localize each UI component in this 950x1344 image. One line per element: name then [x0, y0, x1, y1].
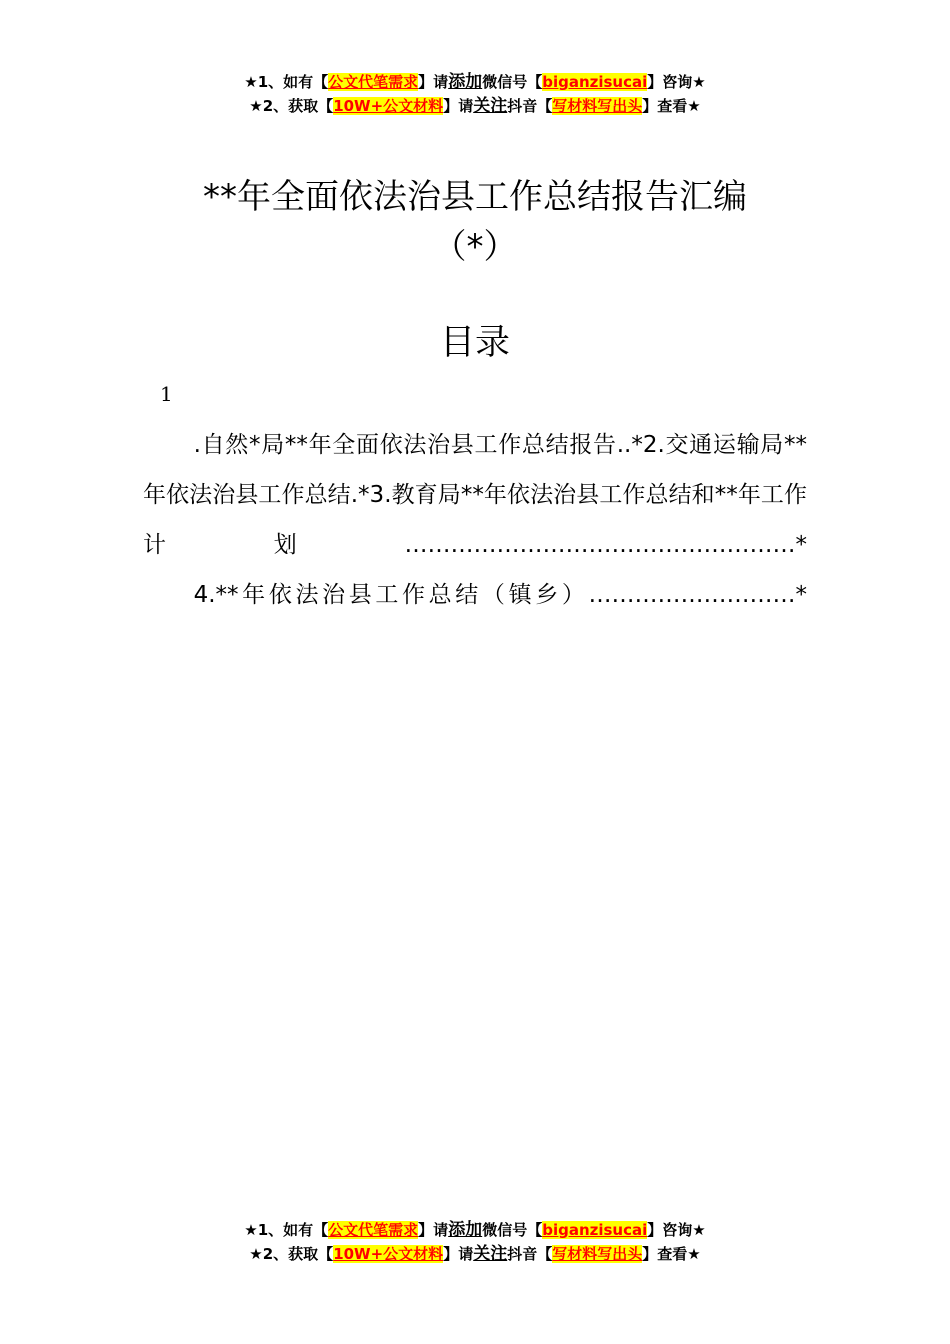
top-banner	[0, 70, 950, 118]
banner-bottom-line1-prefix: ★1、如有【	[244, 1221, 329, 1239]
banner-line1-highlight-wechat: biganzisucai	[542, 73, 648, 91]
banner-bottom-line2-mid2: 抖音【	[507, 1245, 553, 1263]
banner-bottom-line1-mid1: 】请	[418, 1221, 449, 1239]
banner-line1-mid1: 】请	[418, 73, 449, 91]
banner-bottom-line1-emphasis: 添加	[448, 1220, 483, 1240]
banner-bottom-line2-highlight-materials: 10W+公文材料	[333, 1245, 444, 1263]
banner-line1-prefix: ★1、如有【	[244, 73, 329, 91]
banner-bottom-line1-mid2: 微信号【	[482, 1221, 543, 1239]
banner-bottom-line1-highlight-service: 公文代笔需求	[328, 1221, 419, 1239]
banner-line1-emphasis: 添加	[448, 72, 483, 92]
banner-bottom-line2-mid1: 】请	[443, 1245, 474, 1263]
toc-heading: 目录	[439, 323, 510, 363]
banner-bottom-line1-suffix: 】咨询★	[647, 1221, 706, 1239]
banner-bottom-line2-emphasis: 关注	[473, 1244, 508, 1264]
banner-bottom-line2-suffix: 】查看★	[642, 1245, 701, 1263]
banner-line2-highlight-materials: 10W+公文材料	[333, 97, 444, 115]
banner-bottom-line2-prefix: ★2、获取【	[249, 1245, 334, 1263]
banner-bottom-line-2	[0, 1242, 950, 1266]
banner-line-1	[0, 70, 950, 94]
banner-line2-highlight-douyin: 写材料写出头	[552, 97, 643, 115]
banner-line2-mid1: 】请	[443, 97, 474, 115]
banner-bottom-line-1	[0, 1218, 950, 1242]
banner-line2-suffix: 】查看★	[642, 97, 701, 115]
bottom-banner	[0, 1218, 950, 1266]
banner-line1-highlight-service: 公文代笔需求	[328, 73, 419, 91]
document-title	[0, 172, 950, 272]
banner-bottom-line2-highlight-douyin: 写材料写出头	[552, 1245, 643, 1263]
banner-bottom-line1-highlight-wechat: biganzisucai	[542, 1221, 648, 1239]
toc-number: 1	[160, 382, 173, 406]
banner-line2-mid2: 抖音【	[507, 97, 553, 115]
document-title-line1: **年全面依法治县工作总结报告汇编	[203, 177, 747, 217]
toc-paragraph-2: 4.**年依法治县工作总结（镇乡）………………………*	[193, 582, 807, 608]
banner-line1-mid2: 微信号【	[482, 73, 543, 91]
toc-body	[143, 420, 807, 620]
document-title-line2: （*）	[432, 227, 518, 267]
toc-paragraph-1: .自然*局**年全面依法治县工作总结报告..*2.交通运输局**年依法治县工作总结.*3.教育局**年依法治县工作总结和**年工作计划……………………………………………*	[143, 432, 807, 558]
banner-line2-emphasis: 关注	[473, 96, 508, 116]
banner-line1-suffix: 】咨询★	[647, 73, 706, 91]
banner-line-2	[0, 94, 950, 118]
banner-line2-prefix: ★2、获取【	[249, 97, 334, 115]
